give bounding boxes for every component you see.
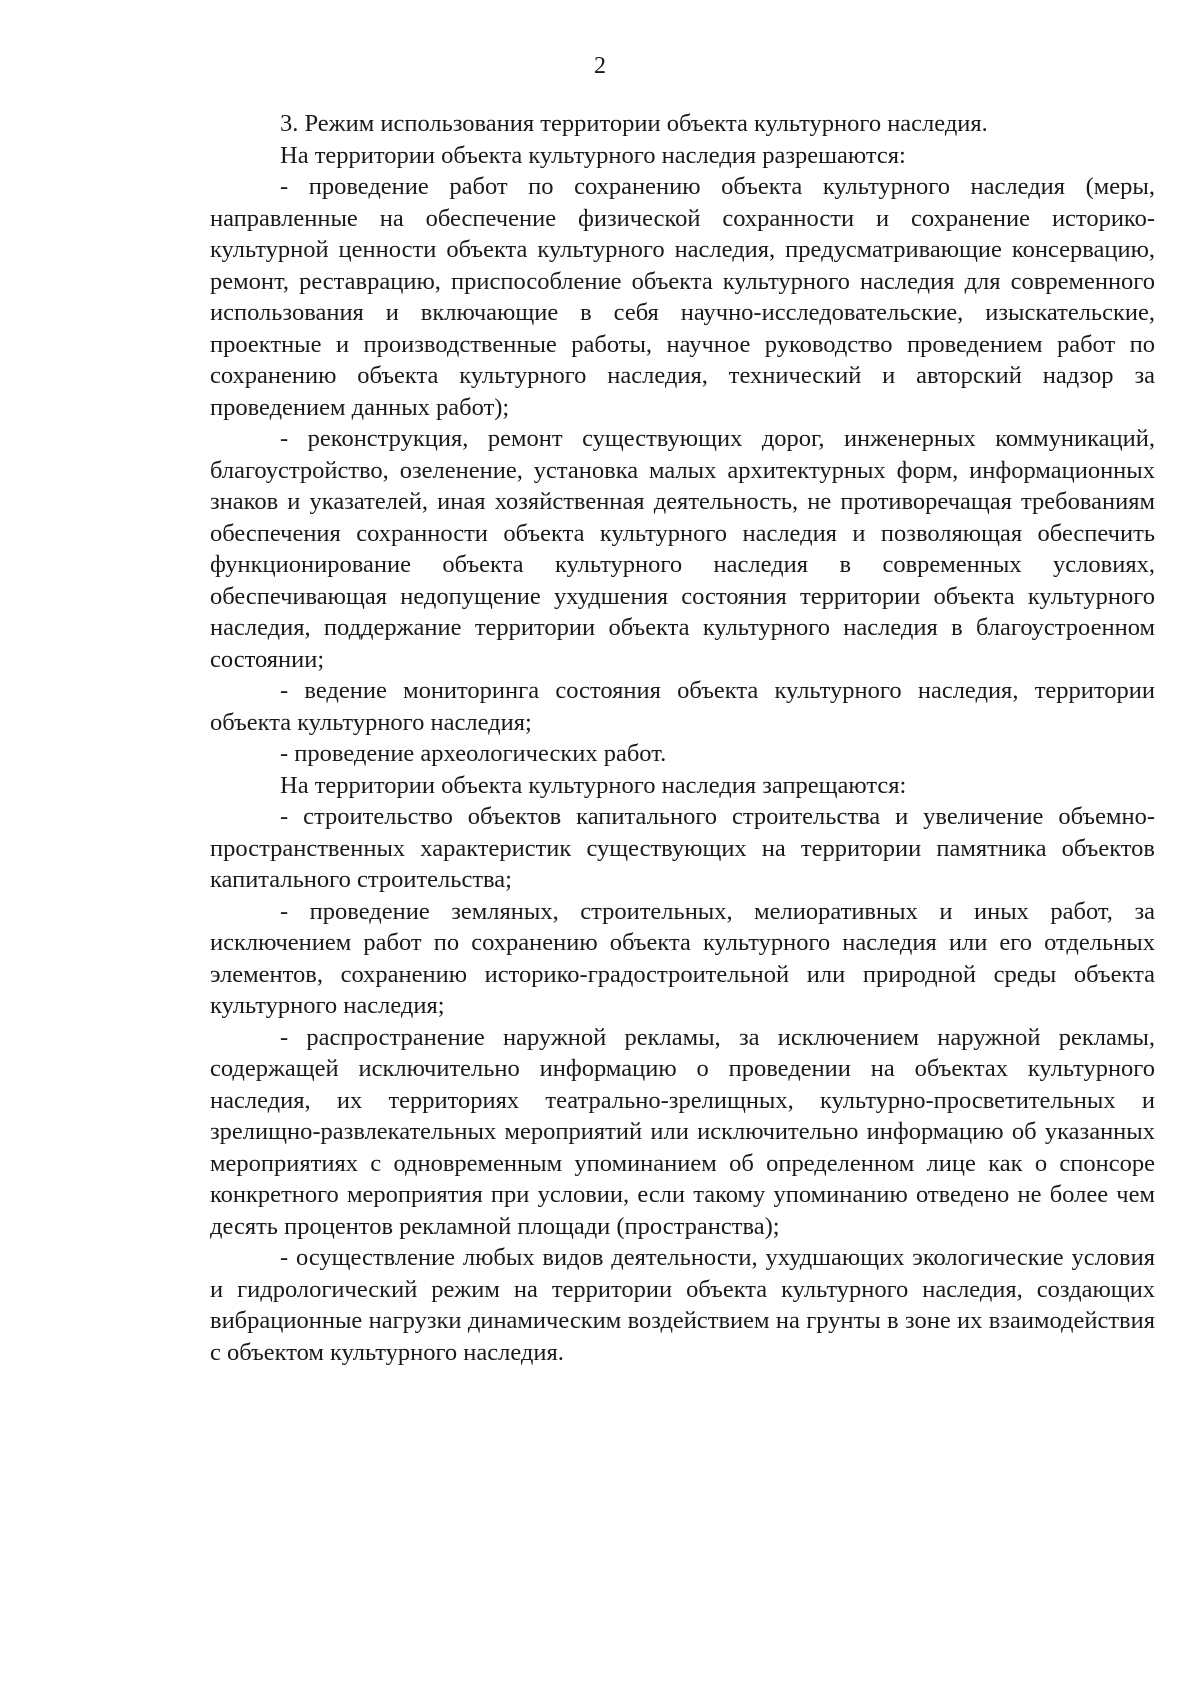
permitted-intro: На территории объекта культурного наследия разрешаются: xyxy=(280,141,906,169)
permitted-item-preservation: - проведение работ по сохранению объекта культурного наследия (меры, направленные на обеспечение физической сохранности и сохранение историко-культурной ценности объекта культурного наследия, предусматривающие консервацию, ремонт, реставрацию, приспособление объекта культурного наследия для современного использования и включающие в себя научно-исследовательские, изыскательские, проектные и производственные работы, научное руководство проведением работ по сохранению объекта культурного наследия, технический и авторский надзор за проведением данных работ); xyxy=(210,173,1155,421)
document-body xyxy=(210,108,1155,1368)
prohibited-item-advertising: - распространение наружной рекламы, за исключением наружной рекламы, содержащей исключительно информацию о проведении на объектах культурного наследия, их территориях театрально-зрелищных, культурно-просветительных и зрелищно-развлекательных мероприятий или исключительно информацию об указанных мероприятиях с одновременным упоминанием об определенном лице как о спонсоре конкретного мероприятия при условии, если такому упоминанию отведено не более чем десять процентов рекламной площади (пространства); xyxy=(210,1023,1155,1240)
permitted-item-archaeology: - проведение археологических работ. xyxy=(280,740,667,767)
permitted-item-monitoring: - ведение мониторинга состояния объекта культурного наследия, территории объекта культурного наследия; xyxy=(210,677,1155,736)
permitted-item-reconstruction: - реконструкция, ремонт существующих дорог, инженерных коммуникаций, благоустройство, озеленение, установка малых архитектурных форм, информационных знаков и указателей, иная хозяйственная деятельность, не противоречащая требованиям обеспечения сохранности объекта культурного наследия и позволяющая обеспечить функционирование объекта культурного наследия в современных условиях, обеспечивающая недопущение ухудшения состояния территории объекта культурного наследия, поддержание территории объекта культурного наследия в благоустроенном состоянии; xyxy=(210,425,1155,673)
page-number: 2 xyxy=(594,53,606,79)
prohibited-item-environmental: - осуществление любых видов деятельности, ухудшающих экологические условия и гидрологический режим на территории объекта культурного наследия, создающих вибрационные нагрузки динамическим воздействием на грунты в зоне их взаимодействия с объектом культурного наследия. xyxy=(210,1244,1155,1366)
prohibited-item-construction: - строительство объектов капитального строительства и увеличение объемно-пространственных характеристик существующих на территории памятника объектов капитального строительства; xyxy=(210,803,1155,893)
prohibited-item-earthworks: - проведение земляных, строительных, мелиоративных и иных работ, за исключением работ по сохранению объекта культурного наследия или его отдельных элементов, сохранению историко-градостроительной или природной среды объекта культурного наследия; xyxy=(210,897,1155,1019)
section-heading: 3. Режим использования территории объекта культурного наследия. xyxy=(280,110,988,137)
prohibited-intro: На территории объекта культурного наследия запрещаются: xyxy=(280,771,907,799)
